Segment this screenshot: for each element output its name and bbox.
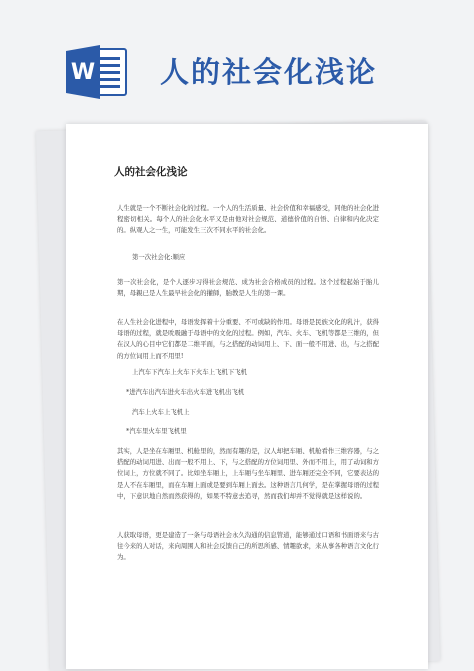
page-title: 人的社会化浅论 [160, 55, 378, 89]
example-line-3: 汽车上火车上飞机上 [132, 408, 190, 416]
word-document-icon [66, 43, 128, 101]
example-line-4: *汽车里火车里飞机里 [126, 427, 187, 435]
paragraph-1: 人生就是一个不断社会化的过程。一个人的生活质量、社会价值和幸福感受，同他的社会化进程密切相关。每个人的社会化水平又是由他对社会规范、道德价值的自悟、自律和内化决定的。纵观人之一生，可能发生三次不同水平的社会化。 [117, 204, 380, 235]
example-line-2: *进汽车出汽车进火车出火车进飞机出飞机 [126, 388, 245, 396]
example-line-1: 上汽车下汽车上火车下火车上飞机下飞机 [132, 368, 248, 376]
paragraph-3: 在人生社会化进程中，母语发挥着十分重要、不可或缺的作用。母语是民族文化的乳汁，获得母语的过程，就是吮吸融于母语中的文化的过程。例如，汽车、火车、飞机等都是三维的，但在汉人的心目中它们都是二维平面，与之搭配的动词用上、下、面一般不用进、出，与之搭配的方位词用上而不用里! [117, 318, 380, 360]
document-heading: 人的社会化浅论 [114, 166, 188, 178]
paragraph-5: 人获取母语，更是建造了一条与母语社会永久沟通的信息管道，能够通过口语和书面语来与古往今来的人对话，来向周围人和社会反馈自己的所思所感、情趣欲求，来从事各种语言文化行为。 [117, 531, 380, 562]
paragraph-4: 其实，人是坐在车厢里、机舱里的，然而有趣的是，汉人却把车厢、机舱看作三维容器，与之搭配的动词用进、出而一般不用上、下，与之搭配的方位词用里、外而不用上，用了动词和方位词上，方位就不同了。比如坐车厢上，上车厢与坐车厢里、进车厢还完全不同，它要表达的是人不在车厢里，而在车厢上面或是要到车厢上面去。这种语言几何学，是在掌握母语的过程中，下意识地自然而然获得的，如果不特意去追寻，然而我们却并不觉得就是这样说的。 [117, 447, 380, 500]
paragraph-2: 第一次社会化，是个人逐步习得社会规范、成为社会合格成员的过程。这个过程起始于胎儿期，母親已是人生最早社会化的㩲師，胎教是人生的第一课。 [117, 278, 379, 298]
subheading-1: 第一次社会化:顺应 [132, 253, 186, 261]
svg-text:W: W [70, 60, 96, 85]
banner [0, 0, 474, 120]
